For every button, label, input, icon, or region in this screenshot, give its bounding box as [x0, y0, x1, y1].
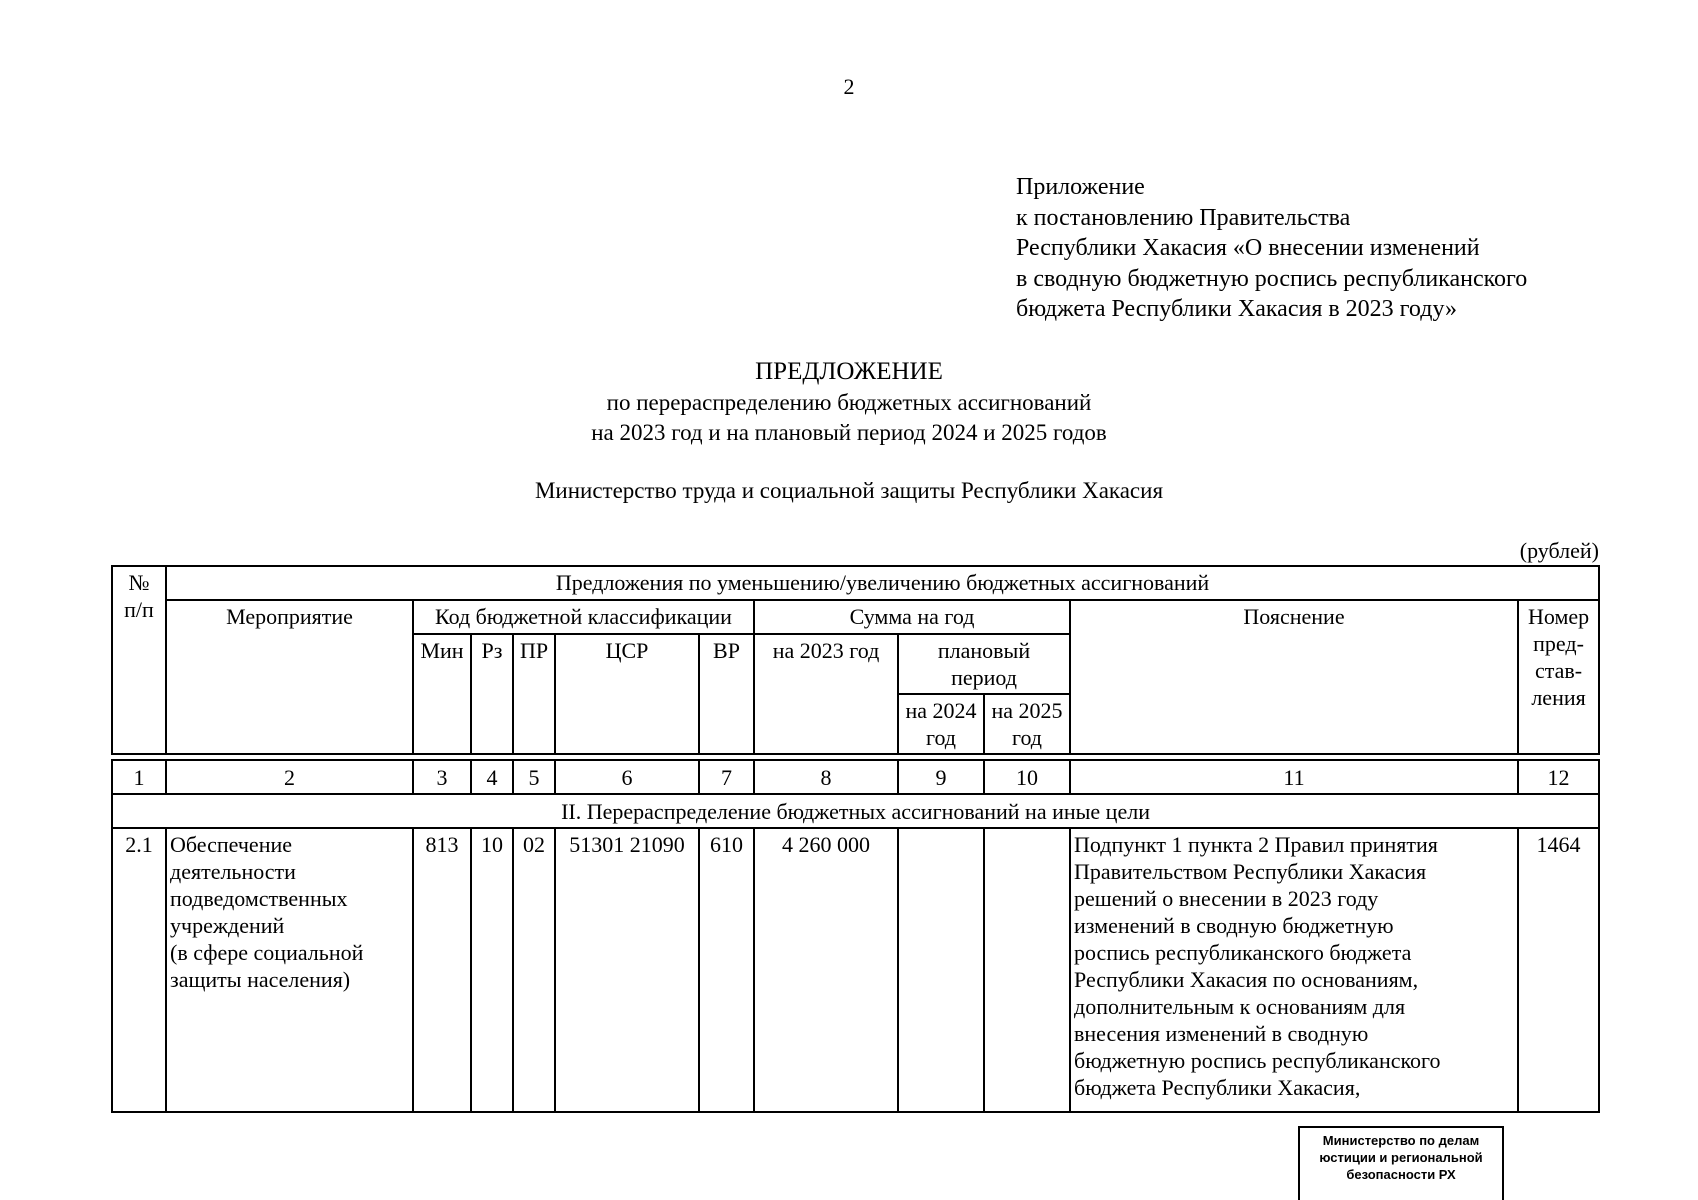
row-csr: 51301 21090 [555, 828, 699, 1112]
header-code: Код бюджетной классификации [413, 600, 754, 634]
header-explanation: Пояснение [1070, 600, 1518, 754]
row-min: 813 [413, 828, 471, 1112]
appendix-line: бюджета Республики Хакасия в 2023 году» [1016, 296, 1458, 322]
title-line: на 2023 год и на плановый период 2024 и 2025 годов [591, 420, 1107, 445]
row-sum-2025 [984, 828, 1070, 1112]
header-plan-period: плановый период [898, 634, 1070, 694]
table-row [112, 828, 1599, 1112]
header-2025: на 2025 год [984, 694, 1070, 754]
row-pr: 02 [513, 828, 555, 1112]
document-title [0, 356, 1698, 448]
header-min: Мин [413, 634, 471, 754]
col-num: 12 [1518, 760, 1599, 794]
row-sum-2023: 4 260 000 [754, 828, 898, 1112]
header-rz: Рз [471, 634, 513, 754]
row-event: Обеспечение деятельности подведомственных учреждений (в сфере социальной защиты населения) [166, 828, 413, 1112]
appendix-line: Приложение [1016, 174, 1145, 200]
col-num: 10 [984, 760, 1070, 794]
header-pr: ПР [513, 634, 555, 754]
unit-label: (рублей) [1519, 538, 1599, 563]
header-sum: Сумма на год [754, 600, 1070, 634]
row-rz: 10 [471, 828, 513, 1112]
section-title: II. Перераспределение бюджетных ассигнований на иные цели [112, 794, 1599, 828]
col-num: 3 [413, 760, 471, 794]
col-num: 5 [513, 760, 555, 794]
row-explanation: Подпункт 1 пункта 2 Правил принятия Правительством Республики Хакасия решений о внесении в 2023 году изменений в сводную бюджетную роспись республиканского бюджета Республики Хакасия по основаниям, дополнительным к основаниям для внесения изменений в сводную бюджетную роспись республиканского бюджета Республики Хакасия, [1070, 828, 1518, 1112]
col-num: 1 [112, 760, 166, 794]
appendix-note [1016, 172, 1527, 325]
header-2023: на 2023 год [754, 634, 898, 754]
row-num: 2.1 [112, 828, 166, 1112]
title-line: по перераспределению бюджетных ассигнований [606, 390, 1092, 415]
registration-stamp: Министерство по делам юстиции и региональной безопасности РХ [1298, 1126, 1504, 1200]
header-2024: на 2024 год [898, 694, 984, 754]
col-num: 2 [166, 760, 413, 794]
header-proposals: Предложения по уменьшению/увеличению бюджетных ассигнований [166, 566, 1599, 600]
col-num: 7 [699, 760, 754, 794]
header-event: Мероприятие [166, 600, 413, 754]
header-number: Номер пред- став- ления [1518, 600, 1599, 754]
title-line: ПРЕДЛОЖЕНИЕ [755, 358, 943, 385]
column-number-row [112, 760, 1599, 794]
col-num: 9 [898, 760, 984, 794]
row-sum-2024 [898, 828, 984, 1112]
header-csr: ЦСР [555, 634, 699, 754]
page-number: 2 [843, 74, 855, 99]
appendix-line: в сводную бюджетную роспись республиканского [1016, 265, 1528, 292]
col-num: 11 [1070, 760, 1518, 794]
ministry-name: Министерство труда и социальной защиты Республики Хакасия [534, 478, 1164, 503]
appendix-line: к постановлению Правительства [1016, 204, 1351, 231]
appendix-line: Республики Хакасия «О внесении изменений [1016, 235, 1480, 261]
budget-table [111, 565, 1600, 1113]
col-num: 8 [754, 760, 898, 794]
col-num: 4 [471, 760, 513, 794]
header-num: № п/п [112, 566, 166, 754]
row-vr: 610 [699, 828, 754, 1112]
row-number: 1464 [1518, 828, 1599, 1112]
col-num: 6 [555, 760, 699, 794]
header-vr: ВР [699, 634, 754, 754]
